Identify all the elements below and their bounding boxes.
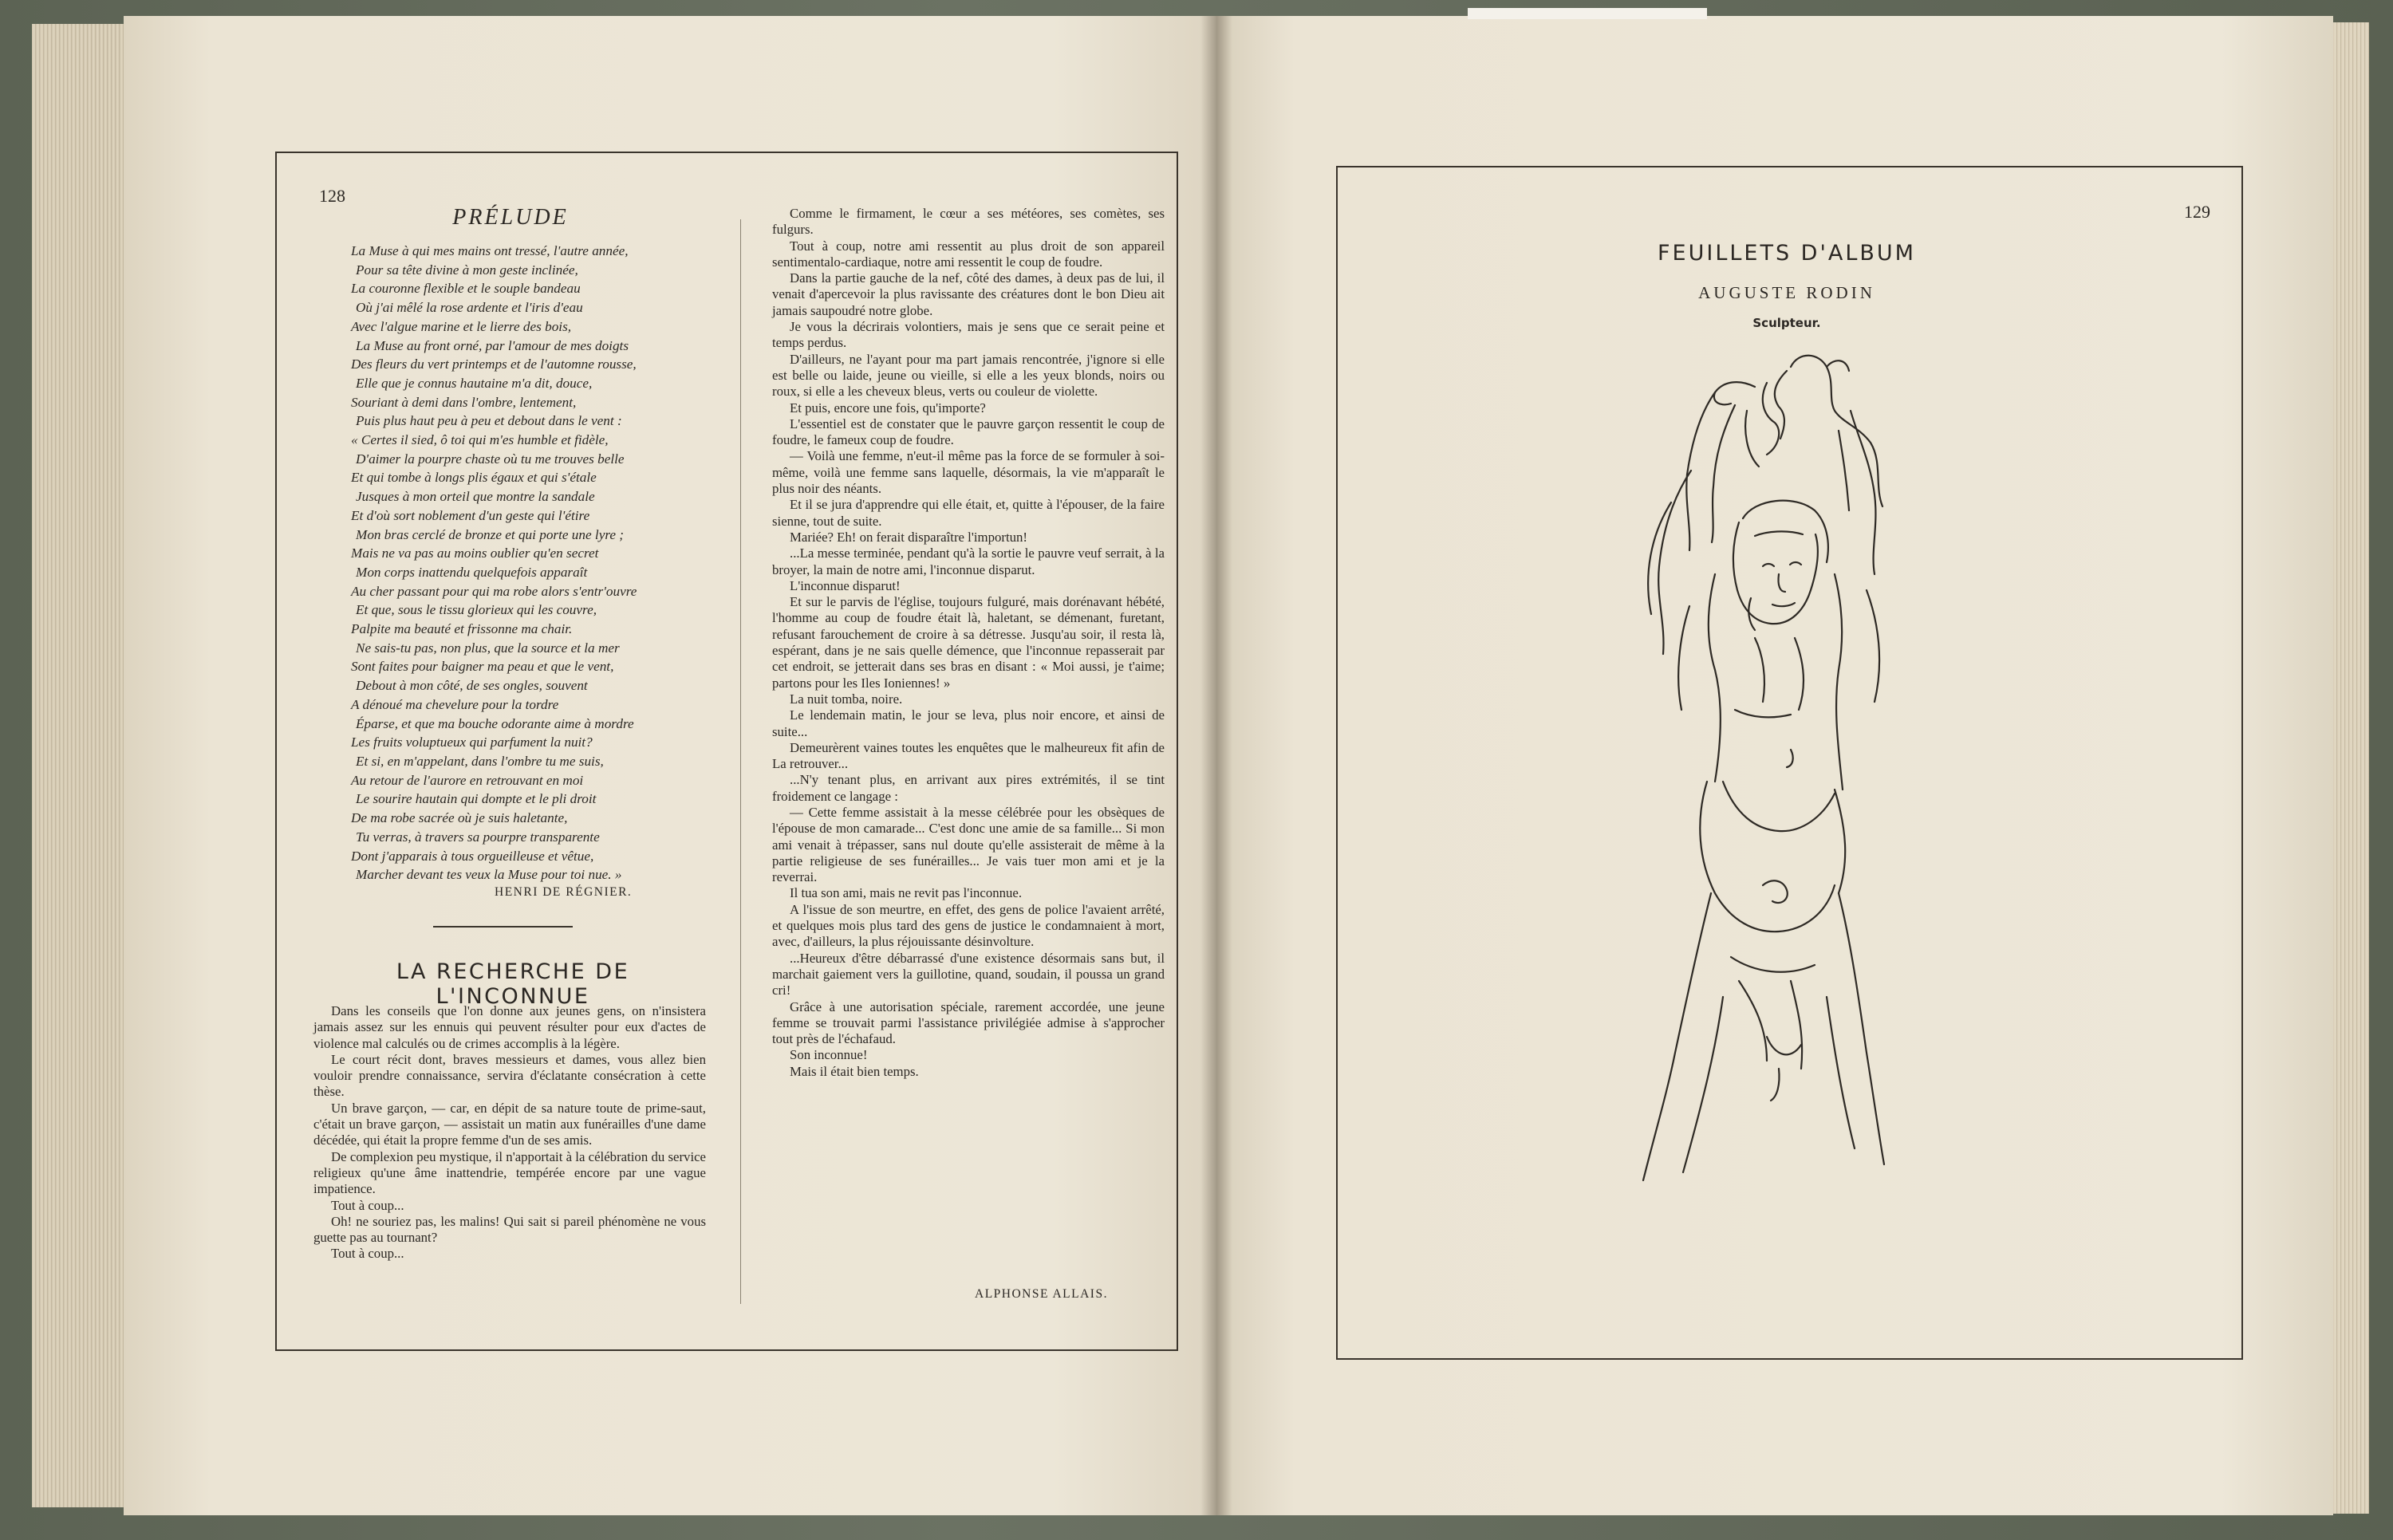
poem-line: Mais ne va pas au moins oublier qu'en secret — [351, 545, 599, 561]
poem-line: D'aimer la pourpre chaste où tu me trouves belle — [356, 451, 625, 467]
article-paragraph: Oh! ne souriez pas, les malins! Qui sait si pareil phénomène ne vous guette pas au tournant? — [313, 1213, 706, 1246]
article-paragraph: Comme le firmament, le cœur a ses météores, ses comètes, ses fulgurs. — [772, 206, 1165, 238]
poem-line: La Muse à qui mes mains ont tressé, l'autre année, — [351, 243, 629, 258]
page-edges-left — [32, 24, 128, 1507]
poem-line: Mon bras cerclé de bronze et qui porte une lyre ; — [356, 526, 625, 542]
article-paragraph: D'ailleurs, ne l'ayant pour ma part jamais rencontrée, j'ignore si elle est belle ou laide, jeune ou vieille, si elle a les yeux blonds, noirs ou roux, si elle a les cheveux bleus, verts ou couleur de violette. — [772, 351, 1165, 400]
article-column-2 — [772, 206, 1165, 1080]
article-paragraph: La nuit tomba, noire. — [790, 691, 903, 707]
poem-line: Et si, en m'appelant, dans l'ombre tu me suis, — [356, 753, 604, 769]
article-paragraph: — Voilà une femme, n'eut-il même pas la force de se formuler à soi-même, voilà une femme sans laquelle, désormais, la vie m'apparaît le plus noir des néants. — [772, 448, 1165, 497]
poem-line: Palpite ma beauté et frissonne ma chair. — [351, 621, 573, 637]
poem-line: Elle que je connus hautaine m'a dit, douce, — [356, 375, 593, 391]
article-paragraph: ...La messe terminée, pendant qu'à la sortie le pauvre veuf serrait, à la broyer, la main de notre ami, l'inconnue disparut. — [772, 545, 1165, 577]
poem-line: A dénoué ma chevelure pour la tordre — [351, 696, 559, 712]
article-paragraph: Dans les conseils que l'on donne aux jeunes gens, on n'insistera jamais assez sur les ennuis qui peuvent résulter pour eux d'actes de violence mal calculés ou de crimes accomplis à la légère. — [313, 1003, 706, 1051]
poem-line: Des fleurs du vert printemps et de l'automne rousse, — [351, 356, 637, 372]
article-paragraph: Grâce à une autorisation spéciale, rarement accordée, une jeune femme se trouvait parmi l'assistance privilégiée admise à s'approcher tout près de l'échafaud. — [772, 998, 1165, 1047]
column-divider — [740, 219, 741, 1304]
artist-role: Sculpteur. — [1752, 316, 1821, 330]
poem-line: Dont j'apparais à tous orgueilleuse et vêtue, — [351, 848, 594, 864]
article-paragraph: Le court récit dont, braves messieurs et dames, vous allez bien vouloir prendre connaissance, servira d'éclatante consécration à cette thèse. — [313, 1051, 706, 1100]
article-paragraph: Dans la partie gauche de la nef, côté des dames, à deux pas de lui, il venait d'apercevoir la plus ravissante des créatures dont le bon Dieu ait jamais saupoudré notre globe. — [772, 270, 1165, 318]
article-paragraph: ...N'y tenant plus, en arrivant aux pires extrémités, il se tint froidement ce langage : — [772, 772, 1165, 804]
rodin-figure-drawing — [1595, 335, 1962, 1292]
poem-line: La couronne flexible et le souple bandeau — [351, 281, 581, 297]
poem-line: Souriant à demi dans l'ombre, lentement, — [351, 394, 577, 410]
poem-line: Au cher passant pour qui ma robe alors s'entr'ouvre — [351, 583, 637, 599]
poem-line: Et qui tombe à longs plis égaux et qui s'étale — [351, 470, 597, 486]
article-paragraph: Tout à coup... — [331, 1197, 404, 1213]
poem-signature: HENRI DE RÉGNIER. — [495, 885, 633, 899]
poem-line: Sont faites pour baigner ma peau et que le vent, — [351, 659, 614, 675]
poem-line: Jusques à mon orteil que montre la sandale — [356, 489, 595, 505]
article-paragraph: — Cette femme assistait à la messe célébrée pour les obsèques de l'épouse de mon camarade... C'est donc une amie de sa famille... Si mon ami venait à trépasser, sans nul doute qu'elle assisterait de même à la partie religieuse de ses funérailles... Je vais tuer mon ami et je la reverrai. — [772, 804, 1165, 885]
poem-line: Marcher devant tes veux la Muse pour toi nue. » — [356, 867, 622, 883]
article-paragraph: L'inconnue disparut! — [790, 577, 901, 593]
page-edges-right — [2329, 22, 2369, 1514]
article-paragraph: De complexion peu mystique, il n'apportait à la célébration du service religieux qu'une âme inattendrie, tempérée encore par une vague impatience. — [313, 1148, 706, 1197]
article-paragraph: Et puis, encore une fois, qu'importe? — [790, 400, 986, 416]
poem-line: Éparse, et que ma bouche odorante aime à mordre — [356, 715, 634, 731]
poem-line: Au retour de l'aurore en retrouvant en moi — [351, 772, 584, 788]
book-gutter — [1200, 16, 1232, 1515]
article-column-1 — [313, 1003, 706, 1262]
article-title: LA RECHERCHE DE L'INCONNUE — [396, 959, 630, 1009]
article-paragraph: Tout à coup, notre ami ressentit au plus droit de son appareil sentimentalo-cardiaque, notre ami ressentit le coup de foudre. — [772, 238, 1165, 270]
article-paragraph: A l'issue de son meurtre, en effet, des gens de police l'avaient arrêté, et quelques mois plus tard des gens de justice le condamnaient à mort, avec, d'ailleurs, la plus réjouissante désinvolture. — [772, 901, 1165, 950]
article-paragraph: ...Heureux d'être débarrassé d'une existence désormais sans but, il marchait gaiement vers la guillotine, quand, soudain, il poussa un grand cri! — [772, 950, 1165, 998]
poem-body — [351, 242, 686, 884]
article-paragraph: Et sur le parvis de l'église, toujours fulguré, mais dorénavant hébété, l'homme au coup de foudre était là, haletant, se démenant, furetant, refusant farouchement de croire à sa détresse. Jusqu'au soir, il resta là, espérant, dans je ne sais quelle démence, que l'inconnue repasserait par cet endroit, se jetterait dans ses bras en disant : « Moi aussi, je t'aime; partons pour les Iles Ioniennes! » — [772, 594, 1165, 691]
article-paragraph: Le lendemain matin, le jour se leva, plus noir encore, et ainsi de suite... — [772, 707, 1165, 739]
paper-tab — [1468, 8, 1707, 19]
section-divider — [433, 926, 573, 928]
article-paragraph: Mais il était bien temps. — [790, 1063, 919, 1079]
poem-line: Et d'où sort noblement d'un geste qui l'étire — [351, 507, 590, 523]
poem-line: Tu verras, à travers sa pourpre transparente — [356, 829, 600, 845]
poem-line: Et que, sous le tissu glorieux qui les couvre, — [356, 602, 597, 618]
article-paragraph: Demeurèrent vaines toutes les enquêtes que le malheureux fit afin de La retrouver... — [772, 739, 1165, 772]
article-paragraph: Tout à coup... — [331, 1246, 404, 1262]
article-paragraph: L'essentiel est de constater que le pauvre garçon ressentit le coup de foudre, le fameux coup de foudre. — [772, 416, 1165, 448]
poem-line: Ne sais-tu pas, non plus, que la source et la mer — [356, 640, 620, 656]
article-paragraph: Je vous la décrirais volontiers, mais je sens que ce serait peine et temps perdus. — [772, 319, 1165, 351]
poem-line: Le sourire hautain qui dompte et le pli droit — [356, 791, 597, 807]
poem-title: PRÉLUDE — [452, 205, 569, 230]
article-paragraph: Son inconnue! — [790, 1047, 868, 1063]
poem-line: Puis plus haut peu à peu et debout dans le vent : — [356, 413, 622, 429]
poem-line: Les fruits voluptueux qui parfument la nuit? — [351, 735, 593, 750]
article-paragraph: Un brave garçon, — car, en dépit de sa nature toute de prime-saut, c'était un brave garçon, — assistait un matin aux funérailles d'une dame décédée, qui était la propre femme d'un de ses amis. — [313, 1100, 706, 1148]
poem-line: Pour sa tête divine à mon geste inclinée, — [356, 262, 578, 278]
article-paragraph: Mariée? Eh! on ferait disparaître l'importun! — [790, 529, 1027, 545]
page-number-left: 128 — [319, 186, 345, 206]
poem-line: « Certes il sied, ô toi qui m'es humble et fidèle, — [351, 432, 609, 448]
poem-line: La Muse au front orné, par l'amour de mes doigts — [356, 337, 629, 353]
poem-line: De ma robe sacrée où je suis haletante, — [351, 810, 568, 826]
article-paragraph: Et il se jura d'apprendre qui elle était, et, quitte à l'épouser, de la faire sienne, tout de suite. — [772, 497, 1165, 529]
poem-line: Avec l'algue marine et le lierre des bois, — [351, 318, 572, 334]
poem-line: Où j'ai mêlé la rose ardente et l'iris d'eau — [356, 300, 583, 316]
artist-name: AUGUSTE RODIN — [1698, 283, 1875, 302]
album-title: FEUILLETS D'ALBUM — [1658, 241, 1916, 266]
poem-line: Mon corps inattendu quelquefois apparaît — [356, 564, 588, 580]
poem-line: Debout à mon côté, de ses ongles, souvent — [356, 678, 588, 694]
page-number-right: 129 — [2184, 202, 2210, 222]
article-paragraph: Il tua son ami, mais ne revit pas l'inconnue. — [790, 885, 1023, 901]
article-signature: ALPHONSE ALLAIS. — [975, 1287, 1108, 1301]
